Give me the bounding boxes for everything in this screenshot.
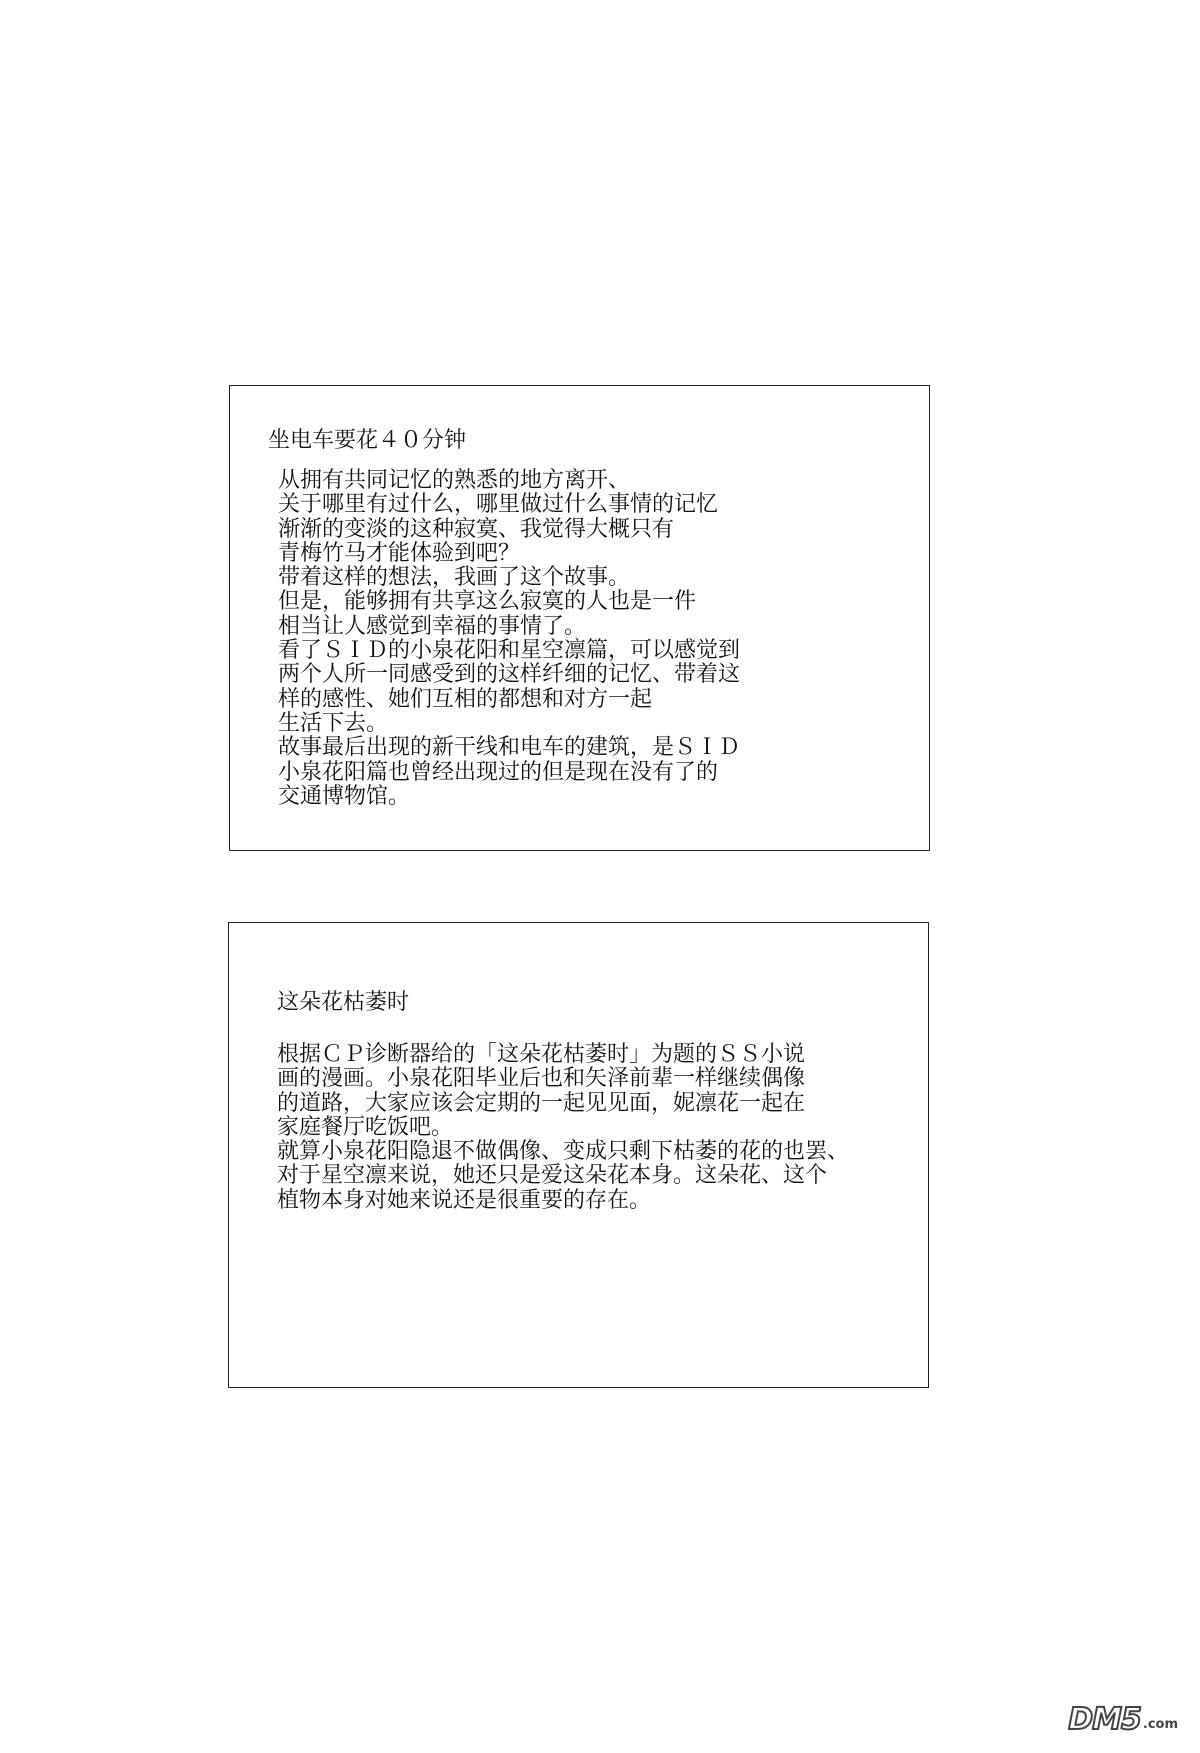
note-line: 家庭餐厅吃饭吧。: [277, 1114, 454, 1140]
site-watermark: [1068, 1702, 1178, 1737]
note-line: 两个人所一同感受到的这样纤细的记忆、带着这: [278, 662, 741, 688]
note-box-flower: [228, 922, 929, 1388]
note-line: 看了ＳＩＤ的小泉花阳和星空凛篇，可以感觉到: [278, 638, 741, 664]
note-line: 青梅竹马才能体验到吧？: [278, 540, 521, 566]
note-line: 交通博物馆。: [278, 783, 411, 809]
note-box-commute: [229, 385, 930, 851]
note-line: 根据ＣＰ诊断器给的「这朵花枯萎时」为题的ＳＳ小说: [277, 1042, 806, 1067]
note-line: 样的感性、她们互相的都想和对方一起: [278, 686, 653, 712]
note-title: 这朵花枯萎时: [277, 990, 410, 1015]
note-line: 渐渐的变淡的这种寂寞、我觉得大概只有: [278, 516, 675, 542]
note-line: 但是，能够拥有共享这么寂寞的人也是一件: [278, 589, 697, 615]
watermark-domain: .com: [1142, 1717, 1178, 1732]
note-line: 就算小泉花阳隐退不做偶像、变成只剩下枯萎的花的也罢、: [277, 1139, 850, 1165]
note-line: 小泉花阳篇也曾经出现过的但是现在没有了的: [278, 759, 719, 785]
watermark-logo: DM5: [1068, 1702, 1141, 1737]
note-line: 带着这样的想法，我画了这个故事。: [278, 565, 631, 591]
note-body: [278, 469, 740, 809]
note-line: 画的漫画。小泉花阳毕业后也和矢泽前辈一样继续偶像: [277, 1066, 806, 1092]
note-line: 的道路，大家应该会定期的一起见见面，妮凛花一起在: [277, 1090, 806, 1116]
note-line: 对于星空凛来说，她还只是爱这朵花本身。这朵花、这个: [277, 1163, 828, 1189]
note-line: 生活下去。: [278, 710, 389, 736]
note-title: 坐电车要花４０分钟: [268, 428, 467, 453]
note-line: 从拥有共同记忆的熟悉的地方离开、: [278, 468, 631, 493]
note-line: 关于哪里有过什么，哪里做过什么事情的记忆: [278, 492, 719, 518]
note-line: 故事最后出现的新干线和电车的建筑，是ＳＩＤ: [278, 735, 741, 761]
note-line: 植物本身对她来说还是很重要的存在。: [277, 1187, 652, 1213]
note-line: 相当让人感觉到幸福的事情了。: [278, 613, 587, 639]
note-body: [277, 1043, 849, 1213]
